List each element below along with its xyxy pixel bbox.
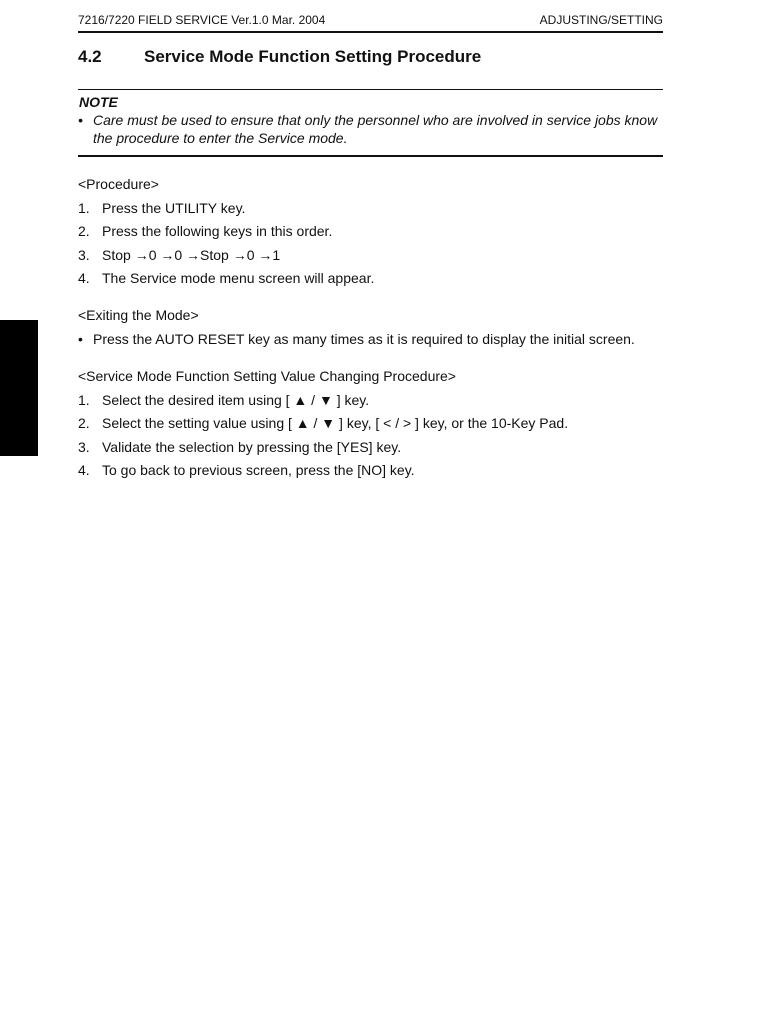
procedure-step <box>78 222 668 246</box>
changing-step <box>78 438 668 462</box>
step-text: Select the setting value using [ ▲ / ▼ ] key, [ < / > ] key, or the 10-Key Pad. <box>102 415 569 431</box>
step-number: 1. <box>78 199 90 216</box>
step-text: Select the desired item using [ ▲ / ▼ ] key. <box>102 391 370 408</box>
exiting-bullet-item <box>78 330 668 354</box>
changing-section <box>78 367 668 485</box>
step-text: Press the following keys in this order. <box>102 223 333 239</box>
header-manual-title: 7216/7220 FIELD SERVICE Ver.1.0 Mar. 2004 <box>78 13 326 27</box>
exiting-heading: <Exiting the Mode> <box>78 307 199 323</box>
section-number: 4.2 <box>78 47 102 66</box>
note-bullet-item <box>78 111 673 147</box>
exiting-text: Press the AUTO RESET key as many times as it is required to display the initial screen. <box>93 330 635 347</box>
step-text: Stop →0 →0 →Stop →0 →1 <box>102 246 281 263</box>
step-number: 2. <box>78 223 90 239</box>
procedure-section <box>78 175 668 293</box>
header-chapter-title: ADJUSTING/SETTING <box>539 13 663 27</box>
step-text: The Service mode menu screen will appear. <box>102 270 375 286</box>
procedure-step <box>78 246 668 270</box>
note-box <box>78 89 663 157</box>
step-number: 4. <box>78 270 90 286</box>
note-bullet-dot: • <box>78 112 83 128</box>
section-title: Service Mode Function Setting Procedure <box>144 47 482 66</box>
section-heading <box>78 47 663 67</box>
changing-step <box>78 414 668 438</box>
changing-heading: <Service Mode Function Setting Value Changing Procedure> <box>78 368 456 384</box>
note-label: NOTE <box>79 94 118 110</box>
procedure-step <box>78 269 668 293</box>
step-number: 4. <box>78 462 90 478</box>
changing-step <box>78 461 668 485</box>
procedure-step <box>78 199 668 223</box>
step-text: Press the UTILITY key. <box>102 199 246 216</box>
step-number: 3. <box>78 246 90 263</box>
step-number: 3. <box>78 438 90 455</box>
chapter-side-tab <box>0 320 38 456</box>
changing-step <box>78 391 668 415</box>
step-text: Validate the selection by pressing the [YES] key. <box>102 438 402 455</box>
step-number: 1. <box>78 391 90 408</box>
exiting-section <box>78 306 668 353</box>
step-text: To go back to previous screen, press the [NO] key. <box>102 462 415 478</box>
procedure-heading: <Procedure> <box>78 176 159 192</box>
page-header <box>78 11 663 33</box>
exiting-bullet-dot: • <box>78 330 83 347</box>
step-number: 2. <box>78 415 90 431</box>
note-text: Care must be used to ensure that only the personnel who are involved in service jobs know the procedure to enter the Service mode. <box>93 112 658 146</box>
